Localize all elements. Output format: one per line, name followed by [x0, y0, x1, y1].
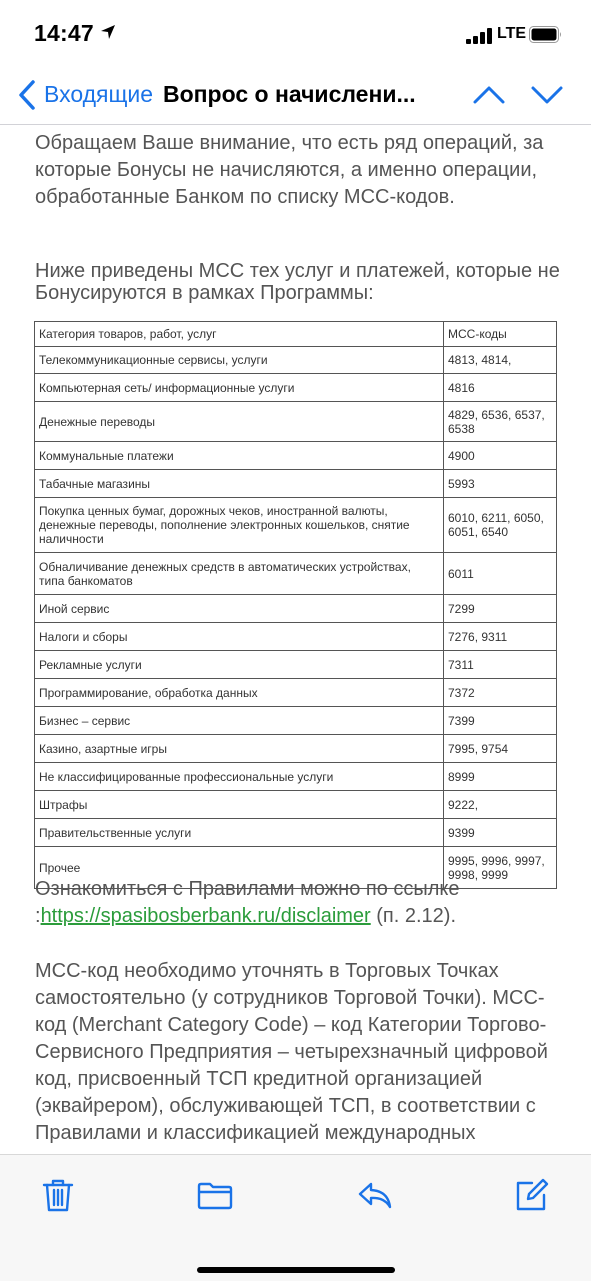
category-cell: Покупка ценных бумаг, дорожных чеков, иностранной валюты, денежные переводы, пополнение электронных кошельков, снятие наличности — [35, 498, 444, 553]
category-cell: Штрафы — [35, 791, 444, 819]
mcc-codes-cell: 4829, 6536, 6537, 6538 — [444, 402, 557, 442]
table-row — [35, 791, 557, 819]
mcc-table — [34, 321, 557, 889]
mcc-codes-cell: 7299 — [444, 595, 557, 623]
category-cell: Денежные переводы — [35, 402, 444, 442]
intro-paragraph: Обращаем Ваше внимание, что есть ряд операций, за которые Бонусы не начисляются, а именно операции, обработанные Банком по списку МСС-кодов. — [35, 132, 544, 208]
category-cell: Налоги и сборы — [35, 623, 444, 651]
mcc-codes-cell: 8999 — [444, 763, 557, 791]
nav-bar — [0, 64, 591, 125]
mcc-codes-cell: 9222, — [444, 791, 557, 819]
mcc-codes-cell: 5993 — [444, 470, 557, 498]
category-cell: Бизнес – сервис — [35, 707, 444, 735]
reply-icon[interactable] — [357, 1177, 393, 1213]
rules-paragraph — [35, 876, 565, 930]
table-row — [35, 595, 557, 623]
mcc-codes-cell: 7372 — [444, 679, 557, 707]
category-cell: Табачные магазины — [35, 470, 444, 498]
network-type: LTE — [497, 25, 527, 42]
status-time: 14:47 — [34, 20, 94, 46]
mcc-codes-cell: 9995, 9996, 9997, 9998, 9999 — [444, 847, 557, 889]
previous-message-chevron-up-icon[interactable] — [472, 83, 506, 107]
mcc-codes-cell: 6010, 6211, 6050, 6051, 6540 — [444, 498, 557, 553]
mcc-intro-paragraph: Ниже приведены МСС тех услуг и платежей, которые не Бонусируются в рамках Программы: — [35, 260, 560, 304]
bottom-toolbar — [0, 1154, 591, 1281]
category-cell: Телекоммуникационные сервисы, услуги — [35, 347, 444, 374]
mcc-codes-cell: 7276, 9311 — [444, 623, 557, 651]
header-category: Категория товаров, работ, услуг — [35, 322, 444, 347]
mcc-codes-cell: 7995, 9754 — [444, 735, 557, 763]
category-cell: Иной сервис — [35, 595, 444, 623]
location-arrow-icon — [100, 24, 116, 40]
table-row — [35, 679, 557, 707]
table-row — [35, 553, 557, 595]
table-row — [35, 470, 557, 498]
table-header-row — [35, 322, 557, 347]
table-row — [35, 763, 557, 791]
table-row — [35, 347, 557, 374]
table-row — [35, 442, 557, 470]
table-row — [35, 498, 557, 553]
table-row — [35, 707, 557, 735]
mcc-explanation-paragraph: МСС-код необходимо уточнять в Торговых Точках самостоятельно (у сотрудников Торговой Точки). МСС-код (Merchant Category Code) – код Категории Торгово-Сервисного Предприятия – четырехзначный цифровой код, присвоенный ТСП кредитной организацией (эквайрером), обслуживающей ТСП, в соответствии с Правилами и классификацией международных — [35, 960, 548, 1144]
compose-icon[interactable] — [514, 1177, 550, 1213]
category-cell: Обналичивание денежных средств в автоматических устройствах, типа банкоматов — [35, 553, 444, 595]
table-row — [35, 819, 557, 847]
mcc-codes-cell: 6011 — [444, 553, 557, 595]
mcc-codes-cell: 4813, 4814, — [444, 347, 557, 374]
next-message-chevron-down-icon[interactable] — [530, 83, 564, 107]
status-bar — [0, 0, 591, 64]
mcc-codes-cell: 4900 — [444, 442, 557, 470]
table-row — [35, 402, 557, 442]
rules-suffix: (п. 2.12). — [370, 905, 457, 927]
cellular-signal-icon — [466, 27, 494, 44]
home-indicator — [197, 1267, 395, 1273]
mcc-codes-cell: 7399 — [444, 707, 557, 735]
folder-icon[interactable] — [197, 1177, 233, 1213]
header-mcc: МСС-коды — [444, 322, 557, 347]
category-cell: Коммунальные платежи — [35, 442, 444, 470]
rules-text: Ознакомиться с Правилами можно по ссылке : — [35, 878, 460, 927]
mcc-codes-cell: 7311 — [444, 651, 557, 679]
disclaimer-link[interactable]: https://spasibosberbank.ru/disclaimer — [40, 905, 371, 927]
category-cell: Рекламные услуги — [35, 651, 444, 679]
email-subject-title: Вопрос о начислени... — [163, 81, 416, 107]
mcc-codes-cell: 9399 — [444, 819, 557, 847]
table-row — [35, 374, 557, 402]
category-cell: Прочее — [35, 847, 444, 889]
mcc-codes-cell: 4816 — [444, 374, 557, 402]
category-cell: Программирование, обработка данных — [35, 679, 444, 707]
battery-icon — [529, 26, 563, 43]
category-cell: Казино, азартные игры — [35, 735, 444, 763]
category-cell: Не классифицированные профессиональные услуги — [35, 763, 444, 791]
category-cell: Компьютерная сеть/ информационные услуги — [35, 374, 444, 402]
table-row — [35, 623, 557, 651]
chevron-left-icon[interactable] — [18, 80, 36, 110]
table-row — [35, 735, 557, 763]
category-cell: Правительственные услуги — [35, 819, 444, 847]
table-row — [35, 651, 557, 679]
email-body[interactable] — [0, 124, 591, 1154]
back-button-inbox[interactable]: Входящие — [44, 81, 154, 107]
trash-icon[interactable] — [40, 1177, 76, 1213]
